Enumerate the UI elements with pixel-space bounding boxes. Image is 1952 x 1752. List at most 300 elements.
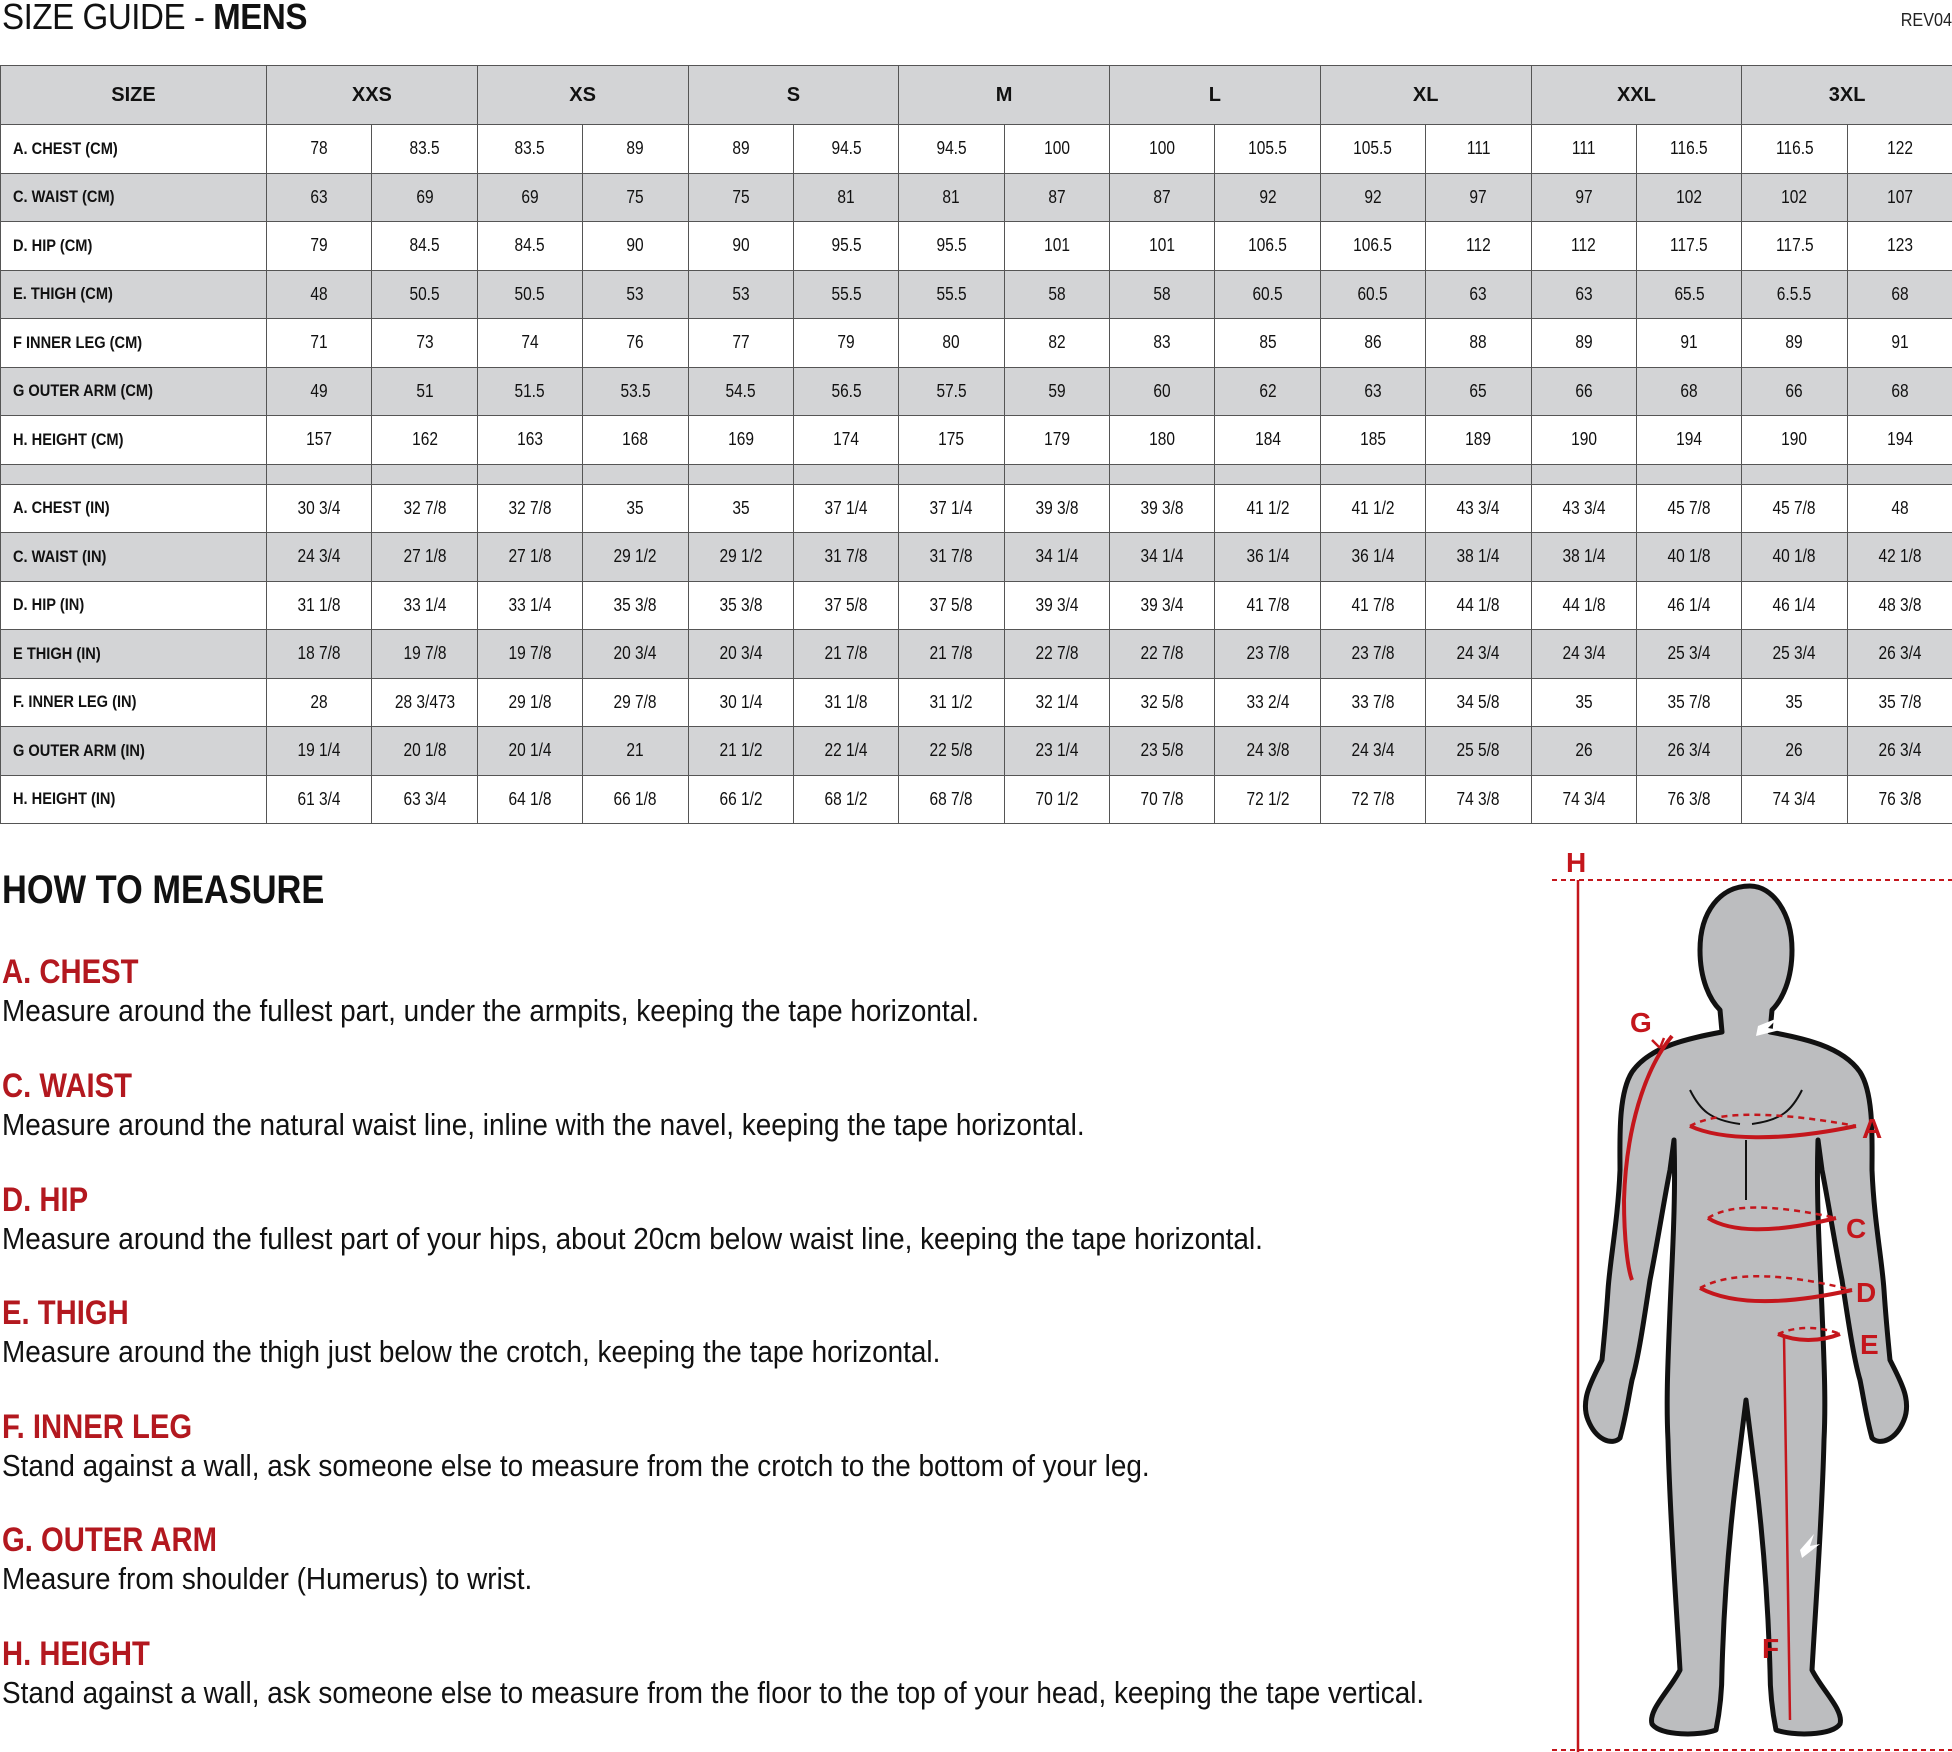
size-header-xs: XS <box>477 66 688 125</box>
cell-value: 22 7/8 <box>1140 643 1184 664</box>
table-cell <box>267 270 372 319</box>
cell-value: 24 3/8 <box>1246 740 1290 761</box>
cell-value: 37 5/8 <box>824 594 868 615</box>
cell-value: 35 7/8 <box>1667 691 1711 712</box>
table-cell <box>1320 775 1425 824</box>
table-row <box>1 270 1952 319</box>
table-cell <box>1320 630 1425 679</box>
table-cell <box>1110 173 1215 222</box>
table-cell <box>583 727 688 776</box>
table-cell <box>267 581 372 630</box>
cell-value: 76 3/8 <box>1878 788 1922 809</box>
table-cell <box>1215 222 1320 271</box>
table-cell <box>477 727 582 776</box>
cell-value: 175 <box>938 429 965 450</box>
table-cell <box>1531 270 1636 319</box>
table-cell <box>1110 727 1215 776</box>
table-row <box>1 727 1952 776</box>
table-cell <box>583 319 688 368</box>
table-cell <box>1110 581 1215 630</box>
table-cell <box>1847 367 1952 416</box>
cell-value: 92 <box>1364 186 1382 207</box>
cell-value: 29 7/8 <box>613 691 657 712</box>
table-cell <box>1110 533 1215 582</box>
measure-description: Measure around the fullest part, under the armpits, keeping the tape horizontal. <box>2 993 980 1028</box>
cell-value: 83.5 <box>514 138 545 159</box>
table-cell <box>793 581 898 630</box>
table-cell <box>688 173 793 222</box>
size-table <box>0 65 1952 824</box>
cell-value: 48 <box>1891 497 1909 518</box>
table-cell <box>1110 270 1215 319</box>
table-cell <box>1847 581 1952 630</box>
table-cell <box>1742 727 1847 776</box>
cell-value: 75 <box>732 186 750 207</box>
table-cell <box>1742 484 1847 533</box>
cell-value: 33 2/4 <box>1246 691 1290 712</box>
cell-value: 35 7/8 <box>1878 691 1922 712</box>
table-cell <box>688 581 793 630</box>
separator-cell <box>1215 464 1320 484</box>
separator-cell <box>1531 464 1636 484</box>
cell-value: 74 3/8 <box>1456 788 1500 809</box>
table-cell <box>899 727 1004 776</box>
table-cell <box>372 678 477 727</box>
table-cell <box>583 533 688 582</box>
table-cell <box>793 416 898 465</box>
cell-value: 51 <box>415 380 434 401</box>
cell-value: 168 <box>622 429 649 450</box>
table-cell <box>688 630 793 679</box>
cell-value: 106.5 <box>1353 235 1393 256</box>
cell-value: 84.5 <box>514 235 545 256</box>
cell-value: 44 1/8 <box>1562 594 1606 615</box>
size-header-row <box>1 66 1952 125</box>
label-d: D <box>1856 1277 1877 1308</box>
cell-value: 45 7/8 <box>1667 497 1711 518</box>
cell-value: 50.5 <box>514 283 545 304</box>
row-label-text: A. CHEST (CM) <box>13 138 118 158</box>
table-cell <box>1004 173 1109 222</box>
separator-cell <box>1426 464 1531 484</box>
row-label <box>1 367 267 416</box>
cell-value: 90 <box>732 235 750 256</box>
table-cell <box>1742 533 1847 582</box>
table-cell <box>1636 222 1741 271</box>
table-cell <box>1215 416 1320 465</box>
separator-cell <box>477 464 582 484</box>
cell-value: 26 3/4 <box>1878 643 1922 664</box>
table-cell <box>477 775 582 824</box>
measure-heading: D. HIP <box>2 1181 89 1219</box>
label-a: A <box>1862 1113 1883 1144</box>
cell-value: 94.5 <box>936 138 967 159</box>
cell-value: 30 3/4 <box>297 497 341 518</box>
table-cell <box>1426 581 1531 630</box>
table-cell <box>372 222 477 271</box>
table-cell <box>1847 533 1952 582</box>
table-cell <box>1531 319 1636 368</box>
table-cell <box>1110 222 1215 271</box>
table-cell <box>1426 270 1531 319</box>
cell-value: 72 1/2 <box>1246 788 1290 809</box>
table-cell <box>1531 367 1636 416</box>
cell-value: 189 <box>1465 429 1492 450</box>
cell-value: 70 1/2 <box>1035 788 1079 809</box>
table-row <box>1 416 1952 465</box>
table-cell <box>793 125 898 174</box>
cell-value: 25 3/4 <box>1772 643 1816 664</box>
table-cell <box>267 533 372 582</box>
cell-value: 74 3/4 <box>1772 788 1816 809</box>
cell-value: 89 <box>1785 332 1804 353</box>
cell-value: 35 3/8 <box>719 594 763 615</box>
cell-value: 163 <box>517 429 543 450</box>
cell-value: 82 <box>1048 332 1066 353</box>
table-cell <box>267 319 372 368</box>
size-header-l: L <box>1110 66 1321 125</box>
cell-value: 46 1/4 <box>1772 594 1816 615</box>
table-cell <box>1636 484 1741 533</box>
cell-value: 111 <box>1571 138 1596 159</box>
row-label-text: D. HIP (IN) <box>13 595 85 615</box>
table-cell <box>1531 222 1636 271</box>
measure-item <box>2 1180 1502 1258</box>
table-cell <box>1847 678 1952 727</box>
cell-value: 41 7/8 <box>1351 594 1395 615</box>
cell-value: 84.5 <box>409 235 440 256</box>
table-cell <box>583 416 688 465</box>
row-label-text: E. THIGH (CM) <box>13 284 113 304</box>
cell-value: 31 7/8 <box>824 546 868 567</box>
cell-value: 32 1/4 <box>1035 691 1079 712</box>
table-cell <box>1215 678 1320 727</box>
table-cell <box>1531 678 1636 727</box>
cell-value: 26 3/4 <box>1667 740 1711 761</box>
cell-value: 91 <box>1891 332 1909 353</box>
table-cell <box>793 319 898 368</box>
cell-value: 87 <box>1048 186 1066 207</box>
separator-cell <box>1320 464 1425 484</box>
cell-value: 76 3/8 <box>1667 788 1711 809</box>
cell-value: 38 1/4 <box>1456 546 1500 567</box>
size-header-xxl: XXL <box>1531 66 1742 125</box>
table-cell <box>1004 581 1109 630</box>
cell-value: 89 <box>626 138 644 159</box>
cell-value: 95.5 <box>830 235 862 256</box>
cell-value: 40 1/8 <box>1772 546 1816 567</box>
cell-value: 25 5/8 <box>1456 740 1500 761</box>
cell-value: 55.5 <box>830 283 862 304</box>
cell-value: 29 1/2 <box>719 546 763 567</box>
table-cell <box>1110 319 1215 368</box>
table-cell <box>1004 775 1109 824</box>
table-cell <box>1320 581 1425 630</box>
table-cell <box>688 727 793 776</box>
table-cell <box>899 484 1004 533</box>
cell-value: 102 <box>1676 186 1702 207</box>
cell-value: 39 3/4 <box>1035 594 1079 615</box>
cell-value: 51.5 <box>514 380 545 401</box>
cell-value: 100 <box>1149 138 1176 159</box>
cell-value: 66 1/8 <box>613 788 657 809</box>
table-cell <box>793 775 898 824</box>
table-cell <box>372 533 477 582</box>
cell-value: 26 3/4 <box>1878 740 1922 761</box>
cell-value: 24 3/4 <box>1351 740 1395 761</box>
cell-value: 46 1/4 <box>1667 594 1711 615</box>
cell-value: 68 <box>1680 380 1698 401</box>
cell-value: 106.5 <box>1248 235 1287 256</box>
cell-value: 102 <box>1781 186 1808 207</box>
cell-value: 66 <box>1785 380 1804 401</box>
cell-value: 21 1/2 <box>719 740 763 761</box>
cell-value: 36 1/4 <box>1351 546 1395 567</box>
table-cell <box>372 416 477 465</box>
table-cell <box>1215 727 1320 776</box>
cell-value: 28 3/473 <box>394 691 455 712</box>
cell-value: 32 7/8 <box>403 497 447 518</box>
separator-cell <box>1636 464 1741 484</box>
table-cell <box>1742 319 1847 368</box>
cell-value: 22 7/8 <box>1035 643 1079 664</box>
cell-value: 53 <box>732 283 750 304</box>
measure-heading: E. THIGH <box>2 1294 129 1332</box>
table-cell <box>477 222 582 271</box>
table-cell <box>688 125 793 174</box>
row-label <box>1 581 267 630</box>
table-cell <box>1742 630 1847 679</box>
separator-cell <box>1847 464 1952 484</box>
table-cell <box>372 630 477 679</box>
table-cell <box>477 367 582 416</box>
table-cell <box>1426 775 1531 824</box>
table-row <box>1 173 1952 222</box>
table-cell <box>1531 173 1636 222</box>
table-cell <box>372 367 477 416</box>
cell-value: 24 3/4 <box>1456 643 1500 664</box>
cell-value: 55.5 <box>936 283 967 304</box>
table-cell <box>899 630 1004 679</box>
table-cell <box>1847 125 1952 174</box>
cell-value: 83.5 <box>409 138 440 159</box>
table-cell <box>1426 678 1531 727</box>
cell-value: 81 <box>837 186 855 207</box>
row-label <box>1 533 267 582</box>
table-cell <box>1426 533 1531 582</box>
table-cell <box>793 222 898 271</box>
cell-value: 89 <box>1575 332 1593 353</box>
separator-cell <box>1 464 267 484</box>
table-cell <box>372 173 477 222</box>
table-cell <box>583 630 688 679</box>
unit-separator-row <box>1 464 1952 484</box>
table-cell <box>1636 173 1741 222</box>
cell-value: 89 <box>732 138 750 159</box>
cell-value: 64 1/8 <box>508 788 552 809</box>
cell-value: 45 7/8 <box>1772 497 1816 518</box>
cell-value: 111 <box>1466 138 1491 159</box>
table-cell <box>583 581 688 630</box>
table-cell <box>688 484 793 533</box>
label-f: F <box>1762 1633 1780 1664</box>
cell-value: 70 7/8 <box>1140 788 1184 809</box>
cell-value: 31 1/8 <box>824 691 868 712</box>
table-cell <box>267 484 372 533</box>
table-cell <box>477 678 582 727</box>
table-cell <box>1636 678 1741 727</box>
table-cell <box>688 319 793 368</box>
cell-value: 32 7/8 <box>508 497 552 518</box>
table-cell <box>1215 173 1320 222</box>
cell-value: 78 <box>310 138 328 159</box>
table-cell <box>1847 416 1952 465</box>
cell-value: 53.5 <box>620 380 651 401</box>
cell-value: 23 7/8 <box>1351 643 1395 664</box>
cell-value: 38 1/4 <box>1562 546 1606 567</box>
table-cell <box>899 367 1004 416</box>
measure-description: Measure around the natural waist line, inline with the navel, keeping the tape horizontal. <box>2 1107 1085 1142</box>
cell-value: 95.5 <box>936 235 967 256</box>
cell-value: 69 <box>415 186 434 207</box>
table-cell <box>1215 775 1320 824</box>
cell-value: 77 <box>732 332 750 353</box>
cell-value: 35 <box>1575 691 1593 712</box>
table-cell <box>899 416 1004 465</box>
cell-value: 35 <box>626 497 644 518</box>
table-cell <box>1531 727 1636 776</box>
measure-item <box>2 1634 1502 1712</box>
title-gender: MENS <box>213 0 308 37</box>
table-cell <box>1847 319 1952 368</box>
cell-value: 68 <box>1891 380 1909 401</box>
measure-description: Measure around the thigh just below the crotch, keeping the tape horizontal. <box>2 1334 941 1369</box>
table-cell <box>793 173 898 222</box>
cell-value: 69 <box>521 186 539 207</box>
cell-value: 68 1/2 <box>824 788 868 809</box>
table-cell <box>793 270 898 319</box>
cell-value: 24 3/4 <box>1562 643 1606 664</box>
measure-item <box>2 952 1502 1030</box>
cell-value: 88 <box>1469 332 1487 353</box>
table-cell <box>688 416 793 465</box>
cell-value: 122 <box>1886 138 1913 159</box>
cell-value: 79 <box>310 235 328 256</box>
table-cell <box>583 484 688 533</box>
cell-value: 169 <box>727 429 754 450</box>
cell-value: 63 <box>1575 283 1593 304</box>
cell-value: 61 3/4 <box>297 788 341 809</box>
cell-value: 94.5 <box>830 138 862 159</box>
table-cell <box>1426 222 1531 271</box>
table-cell <box>793 727 898 776</box>
cell-value: 101 <box>1043 235 1070 256</box>
cell-value: 117.5 <box>1775 235 1814 256</box>
table-cell <box>477 630 582 679</box>
cell-value: 39 3/8 <box>1035 497 1079 518</box>
table-cell <box>1426 630 1531 679</box>
cell-value: 32 5/8 <box>1140 691 1184 712</box>
measure-item <box>2 1066 1502 1144</box>
table-cell <box>1004 727 1109 776</box>
table-cell <box>267 367 372 416</box>
separator-cell <box>583 464 688 484</box>
cell-value: 34 1/4 <box>1140 546 1184 567</box>
cell-value: 65.5 <box>1674 283 1705 304</box>
cell-value: 42 1/8 <box>1878 546 1922 567</box>
measure-heading: C. WAIST <box>2 1067 132 1105</box>
cell-value: 180 <box>1149 429 1176 450</box>
separator-cell <box>688 464 793 484</box>
table-cell <box>372 727 477 776</box>
table-cell <box>688 533 793 582</box>
table-cell <box>1742 173 1847 222</box>
cell-value: 100 <box>1043 138 1070 159</box>
table-cell <box>1320 367 1425 416</box>
cell-value: 105.5 <box>1353 138 1393 159</box>
cell-value: 41 1/2 <box>1351 497 1395 518</box>
cell-value: 60 <box>1153 380 1171 401</box>
table-cell <box>1004 678 1109 727</box>
measure-description: Stand against a wall, ask someone else to measure from the crotch to the bottom of your leg. <box>2 1448 1150 1483</box>
table-cell <box>1531 416 1636 465</box>
table-cell <box>1636 270 1741 319</box>
cell-value: 123 <box>1886 235 1913 256</box>
cell-value: 21 7/8 <box>824 643 868 664</box>
separator-cell <box>267 464 372 484</box>
table-cell <box>688 775 793 824</box>
table-cell <box>1215 484 1320 533</box>
table-cell <box>1636 581 1741 630</box>
table-cell <box>1215 270 1320 319</box>
cell-value: 20 1/4 <box>508 740 552 761</box>
table-cell <box>1004 416 1109 465</box>
cell-value: 107 <box>1886 186 1913 207</box>
cell-value: 30 1/4 <box>719 691 763 712</box>
table-row <box>1 630 1952 679</box>
row-label <box>1 775 267 824</box>
table-cell <box>1215 533 1320 582</box>
table-cell <box>477 581 582 630</box>
cell-value: 73 <box>415 332 434 353</box>
table-cell <box>1847 775 1952 824</box>
cell-value: 18 7/8 <box>297 643 341 664</box>
table-cell <box>1426 125 1531 174</box>
cell-value: 33 1/4 <box>403 594 447 615</box>
row-label <box>1 270 267 319</box>
cell-value: 21 7/8 <box>929 643 973 664</box>
cell-value: 20 3/4 <box>613 643 657 664</box>
measure-item <box>2 1407 1502 1485</box>
cell-value: 28 <box>310 691 328 712</box>
table-cell <box>1110 125 1215 174</box>
cell-value: 86 <box>1364 332 1382 353</box>
row-label <box>1 727 267 776</box>
cell-value: 19 7/8 <box>508 643 552 664</box>
table-cell <box>1004 125 1109 174</box>
table-cell <box>1426 416 1531 465</box>
cell-value: 112 <box>1571 235 1597 256</box>
cell-value: 116.5 <box>1775 138 1814 159</box>
table-cell <box>1320 484 1425 533</box>
cell-value: 83 <box>1153 332 1171 353</box>
cell-value: 49 <box>310 380 328 401</box>
table-cell <box>1742 367 1847 416</box>
cell-value: 23 1/4 <box>1035 740 1079 761</box>
cell-value: 43 3/4 <box>1456 497 1500 518</box>
cell-value: 33 7/8 <box>1351 691 1395 712</box>
table-cell <box>1004 630 1109 679</box>
